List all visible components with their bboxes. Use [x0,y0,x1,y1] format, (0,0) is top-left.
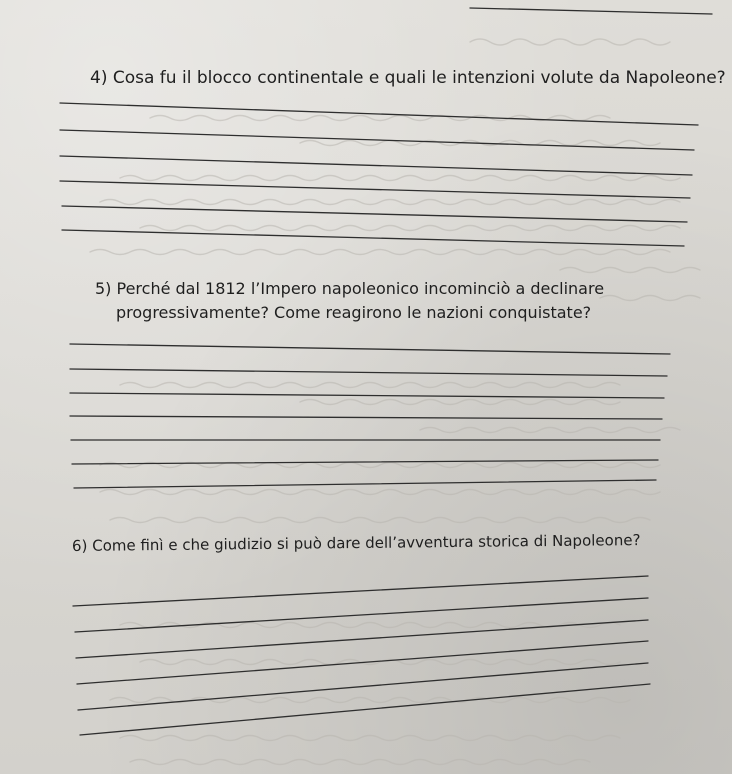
q6-answer-line [78,663,648,710]
q5-answer-line [70,416,662,419]
q5-answer-line [70,369,667,376]
q6-answer-line [75,598,648,632]
question-6: 6) Come finì e che giudizio si può dare dell’avventura storica di Napoleone? [71,531,641,555]
q4-answer-line [60,156,692,175]
question-4: 4) Cosa fu il blocco continentale e quali le intenzioni volute da Napoleone? [90,68,726,88]
q5-answer-line [72,460,658,464]
q4-answer-line [60,130,694,150]
q5-answer-line [74,480,656,488]
q5-answer-line [70,393,664,398]
q4-answer-line [60,181,690,198]
question-5-line-2: progressivamente? Come reagirono le nazioni conquistate? [116,303,592,322]
q6-answer-line [77,641,648,684]
question-5 [95,277,604,325]
q4-answer-line [62,230,684,246]
question-5-line-1: 5) Perché dal 1812 l’Impero napoleonico incominciò a declinare [95,279,605,298]
q4-answer-line [62,206,687,222]
q5-answer-line [70,344,670,354]
q6-answer-line [73,576,648,606]
q4-answer-line [60,103,698,125]
top-rule-line [470,8,712,14]
q6-answer-line [80,684,650,735]
q6-answer-line [76,620,648,658]
